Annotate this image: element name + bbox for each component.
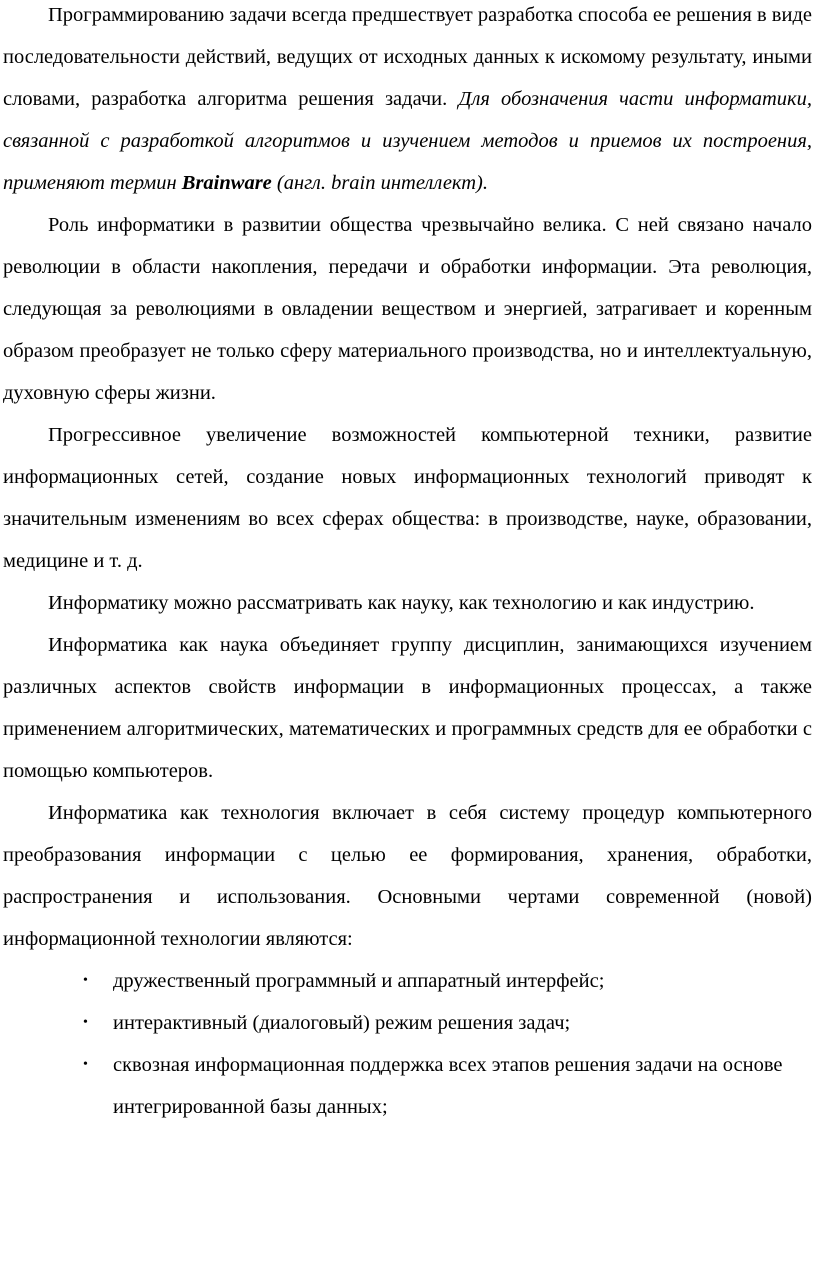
list-item <box>3 1044 812 1128</box>
paragraph-informatics-as-science: Информатика как наука объединяет группу дисциплин, занимающихся изучением различных аспектов свойств информации в информационных процессах, а также применением алгоритмических, математических и программных средств для ее обработки с помощью компьютеров. <box>3 634 812 782</box>
list-item-text: сквозная информационная поддержка всех этапов решения задачи на основе интегрированной базы данных; <box>113 1054 783 1118</box>
italic-translation: (англ. brain интеллект). <box>271 172 488 194</box>
bullet-icon: • <box>83 1057 88 1072</box>
list-item-text: дружественный программный и аппаратный интерфейс; <box>113 970 605 992</box>
paragraph-brainware <box>3 0 812 204</box>
paragraph-informatics-as-technology: Информатика как технология включает в себя систему процедур компьютерного преобразования информации с целью ее формирования, хранения, обработки, распространения и использования. Основными чертами современной (новой) информационной технологии являются: <box>3 802 812 950</box>
list-item <box>3 960 812 1002</box>
paragraph-text: Программированию задачи всегда предшествует разработка способа ее решения в виде последовательности действий, ведущих от исходных данных к искомому результату, иными словами, разработка алгоритма решения задачи. <box>3 4 812 110</box>
paragraph-science-technology-industry: Информатику можно рассматривать как науку, как технологию и как индустрию. <box>48 592 755 614</box>
italic-definition: Для обозначения части информатики, связанной с разработкой алгоритмов и изучением методов и приемов их построения, применяют термин <box>3 88 813 194</box>
bullet-icon: • <box>83 1015 88 1030</box>
list-item-text: интерактивный (диалоговый) режим решения задач; <box>113 1012 571 1034</box>
paragraph-progressive-growth: Прогрессивное увеличение возможностей компьютерной техники, развитие информационных сетей, создание новых информационных технологий приводят к значительным изменениям во всех сферах общества: в производстве, науке, образовании, медицине и т. д. <box>3 424 812 572</box>
list-item <box>3 1002 812 1044</box>
features-list <box>3 960 812 1128</box>
bullet-icon: • <box>83 973 88 988</box>
paragraph-role-of-informatics: Роль информатики в развитии общества чрезвычайно велика. С ней связано начало революции в области накопления, передачи и обработки информации. Эта революция, следующая за революциями в овладении веществом и энергией, затрагивает и коренным образом преобразует не только сферу материального производства, но и интеллектуальную, духовную сферы жизни. <box>3 214 812 404</box>
term-brainware: Brainware <box>181 172 272 194</box>
